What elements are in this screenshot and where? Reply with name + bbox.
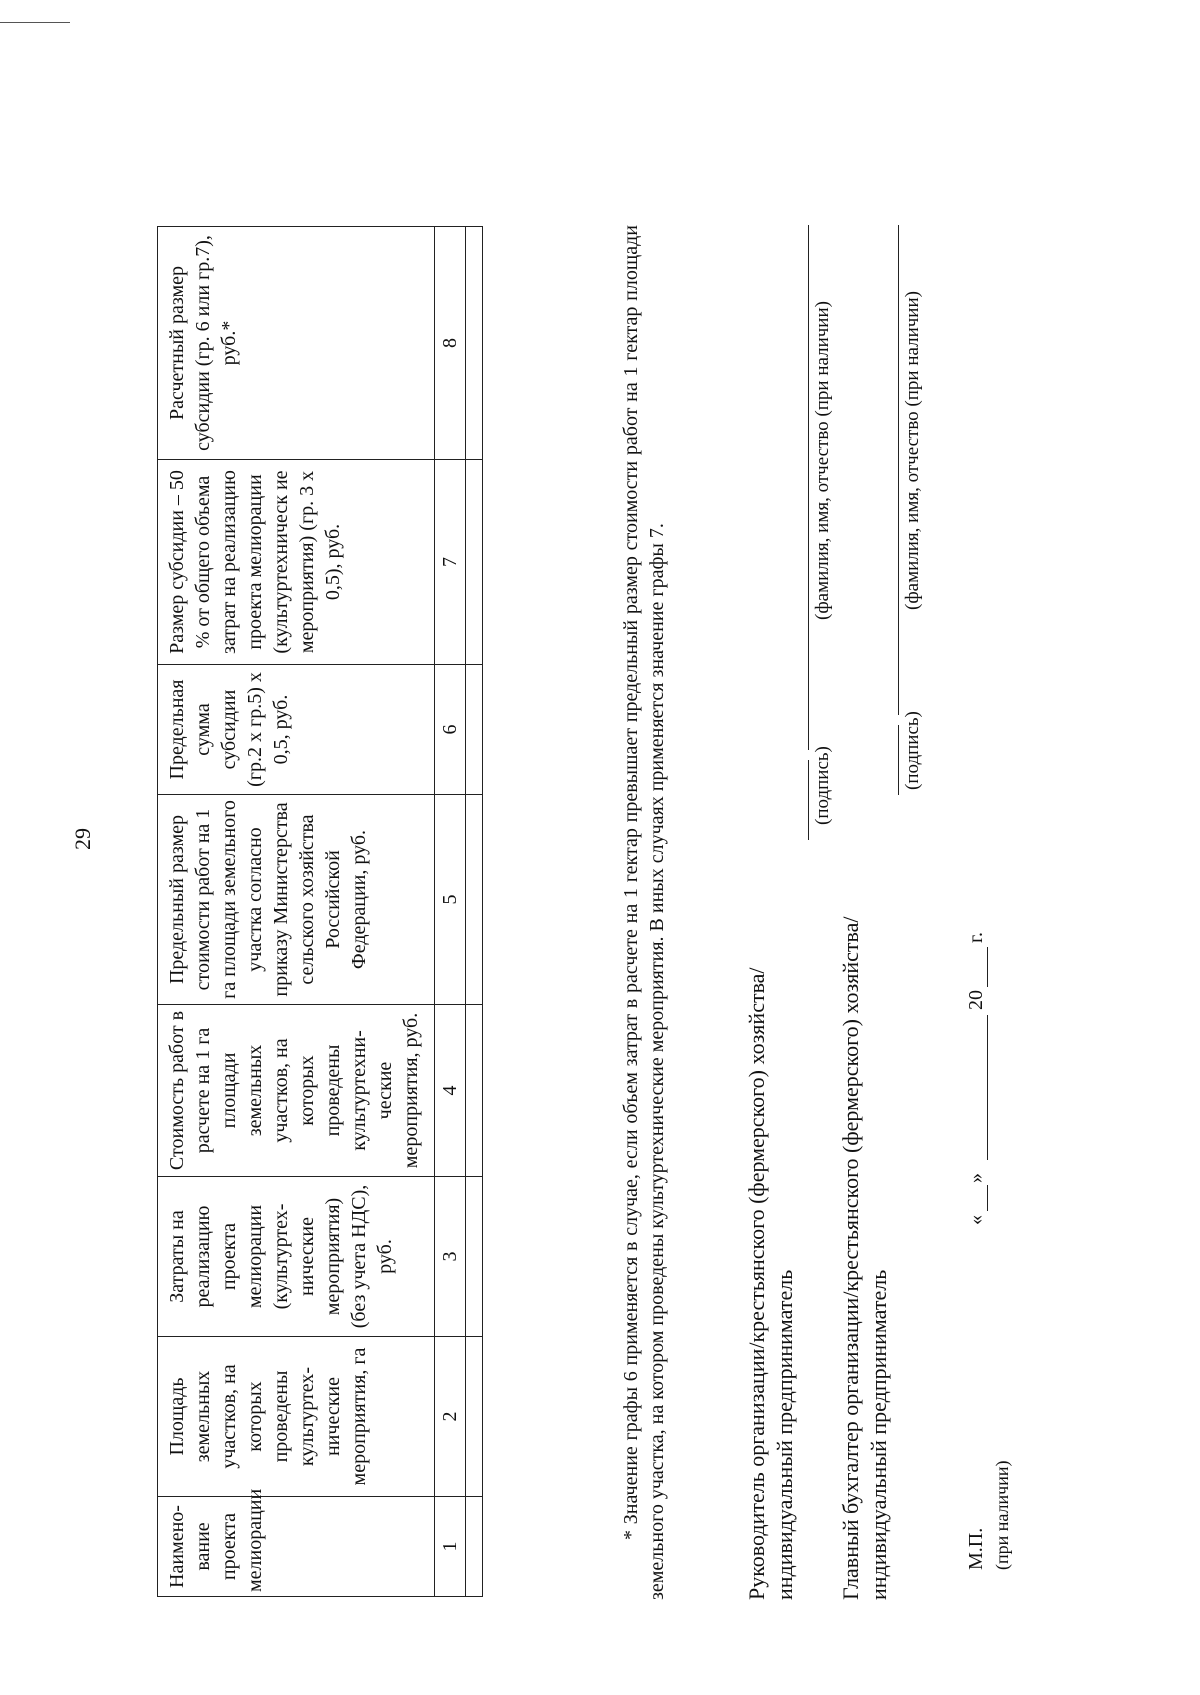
header-col-7: Размер субсидии – 50 % от общего объема затрат на реализацию проекта мелиорации (культуртехническ ие мероприятия) (гр. 3 х 0,5), руб. [158,460,435,665]
stamp-note: (при наличии) [992,1460,1012,1570]
head-name-line [808,225,809,750]
head-title-line1: Руководитель организации/крестьянского (фермерского) хозяйства/ [744,967,769,1600]
empty-cell [466,795,483,1005]
empty-cell [466,1177,483,1337]
header-col-6: Предельная сумма субсидии (гр.2 х гр.5) х 0,5, руб. [158,665,435,795]
table-header-row [158,227,435,1597]
head-signature-caption: (подпись) [812,746,833,825]
column-number-row [435,227,466,1597]
date-month-line [987,1015,988,1160]
date-year-prefix: 20 [965,990,987,1010]
header-col-3: Затраты на реализацию проекта мелиорации (культуртех-нические мероприятия) (без учета НДС), руб. [158,1177,435,1337]
date-close-quote: » [965,1173,987,1183]
col-number-8: 8 [435,227,466,460]
col-number-2: 2 [435,1337,466,1497]
scan-edge-mark [0,22,70,23]
head-name-caption: (фамилия, имя, отчество (при наличии) [812,301,833,620]
empty-cell [466,1005,483,1177]
date-open-quote: « [965,1215,987,1225]
col-number-4: 4 [435,1005,466,1177]
accountant-signature-caption: (подпись) [902,711,923,790]
header-col-2: Площадь земельных участков, на которых проведены культуртех-нические мероприятия, га [158,1337,435,1497]
empty-cell [466,227,483,460]
empty-cell [466,1497,483,1597]
accountant-name-line [898,225,899,715]
footnote: * Значение графы 6 применяется в случае, если объем затрат в расчете на 1 гектар превышает предельный размер стоимости работ на 1 гектар площади земельного участка, на котором проведены культуртехнические мероприятия. В иных случаях применяется значение графы 7. [620,225,668,1600]
empty-cell [466,1337,483,1497]
accountant-name-caption: (фамилия, имя, отчество (при наличии) [902,291,923,610]
date-year-line [987,947,988,987]
empty-data-row [466,227,483,1597]
page-number: 29 [70,828,95,850]
header-col-8: Расчетный размер субсидии (гр. 6 или гр.7), руб.* [158,227,435,460]
accountant-title-line2: индивидуальный предприниматель [866,1269,891,1600]
header-col-5: Предельный размер стоимости работ на 1 га площади земельного участка согласно приказу Министерства сельского хозяйства Российской Федерации, руб. [158,795,435,1005]
col-number-7: 7 [435,460,466,665]
date-day-line [987,1185,988,1211]
empty-cell [466,665,483,795]
header-col-1: Наимено-вание проекта мелиорации [158,1497,435,1597]
col-number-3: 3 [435,1177,466,1337]
subsidy-table [157,226,483,1597]
col-number-1: 1 [435,1497,466,1597]
empty-cell [466,460,483,665]
stamp-mp: М.П. [965,1527,987,1570]
head-signature-line [808,760,809,840]
header-col-4: Стоимость работ в расчете на 1 га площади земельных участков, на которых проведены культуртехни-ческие мероприятия, руб. [158,1005,435,1177]
date-year-suffix: г. [965,932,987,943]
head-title-line2: индивидуальный предприниматель [772,1269,797,1600]
col-number-5: 5 [435,795,466,1005]
accountant-title-line1: Главный бухгалтер организации/крестьянского (фермерского) хозяйства/ [838,916,863,1600]
accountant-signature-line [898,725,899,795]
col-number-6: 6 [435,665,466,795]
